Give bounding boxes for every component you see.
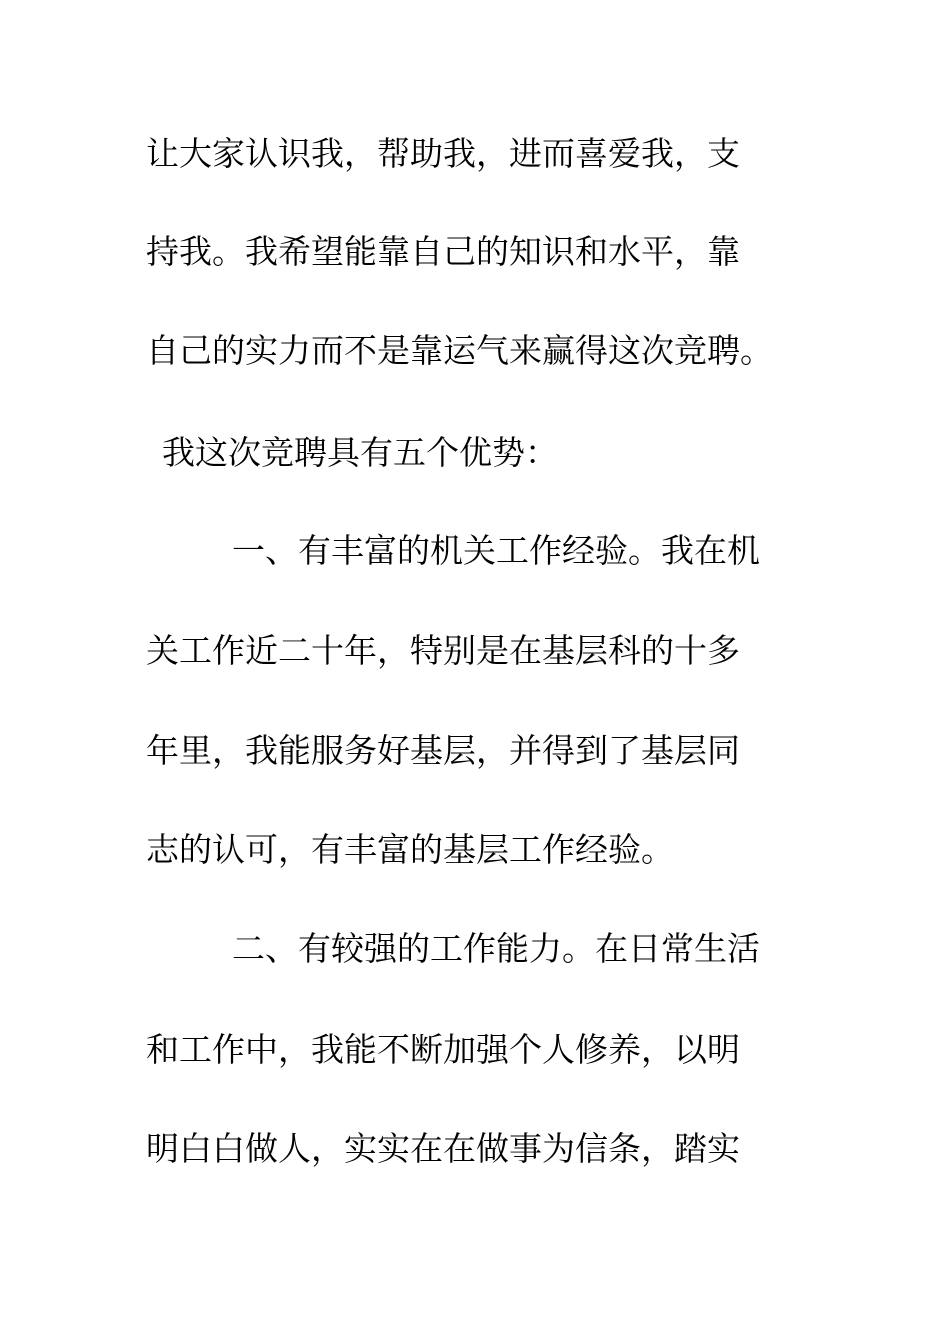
paragraph-line: 让大家认识我，帮助我，进而喜爱我，支 xyxy=(146,134,740,173)
paragraph-line: 我这次竞聘具有五个优势： xyxy=(162,433,558,472)
paragraph-line: 持我。我希望能靠自己的知识和水平，靠 xyxy=(146,232,740,271)
paragraph-line: 明白白做人，实实在在做事为信条，踏实 xyxy=(146,1129,740,1168)
paragraph-line: 一、有丰富的机关工作经验。我在机 xyxy=(232,531,760,570)
paragraph-line: 二、有较强的工作能力。在日常生活 xyxy=(232,929,760,968)
paragraph-line: 年里，我能服务好基层，并得到了基层同 xyxy=(146,731,740,770)
paragraph-line: 自己的实力而不是靠运气来赢得这次竞聘。 xyxy=(146,331,773,370)
paragraph-line: 志的认可，有丰富的基层工作经验。 xyxy=(146,830,674,869)
paragraph-line: 和工作中，我能不断加强个人修养，以明 xyxy=(146,1030,740,1069)
paragraph-line: 关工作近二十年，特别是在基层科的十多 xyxy=(146,631,740,670)
